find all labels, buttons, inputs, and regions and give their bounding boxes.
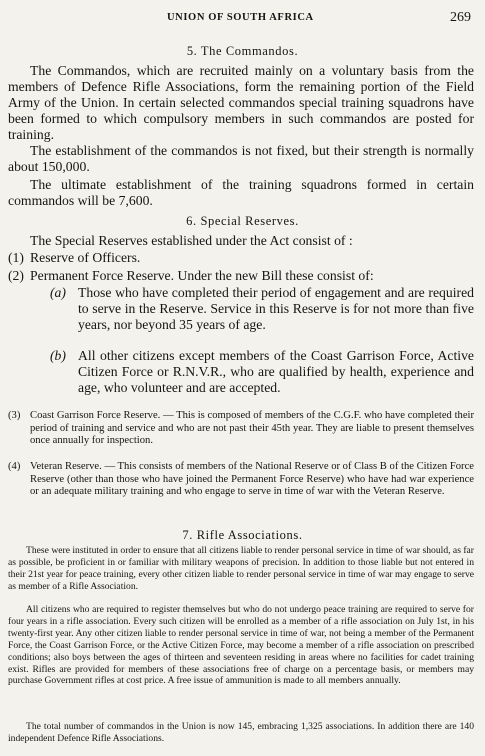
list-item-number: (a): [50, 285, 66, 300]
list-item-text: Coast Garrison Force Reserve. — This is composed of members of the C.G.F. who have completed their period of training and service and who are not past their 45th year. They are liable to present themselves once annually for inspection.: [30, 410, 474, 446]
list-item-3: [8, 410, 474, 448]
section-7-paragraph-3: The total number of commandos in the Union is now 145, embracing 1,325 associations. In addition there are 140 independent Defence Rifle Associations.: [8, 721, 474, 744]
running-head: UNION OF SOUTH AFRICA: [167, 12, 314, 23]
list-item-2: [8, 268, 474, 284]
page-header: [0, 11, 485, 29]
page-number: 269: [450, 10, 471, 25]
list-item-1: [8, 250, 474, 266]
section-5-heading: 5. The Commandos.: [186, 44, 299, 58]
list-item-number: (3): [8, 410, 21, 421]
list-item-text: Veteran Reserve. — This consists of members of the National Reserve or of Class B of the Citizen Force Reserve (other than those who have joined the Permanent Force Reserve) who have had war experience or an adequate military training and who engage to serve in time of war with the Veteran Reserve.: [30, 461, 474, 497]
list-item-text: Those who have completed their period of engagement and are required to serve in the Reserve. Service in this Reserve is for not more than five years, nor beyond 35 years of age.: [78, 285, 474, 332]
list-item-number: (1): [8, 250, 24, 265]
list-item-text: Reserve of Officers.: [30, 250, 141, 265]
list-item-text: All other citizens except members of the Coast Garrison Force, Active Citizen Force or R.N.V.R., who are qualified by health, experience and age, who volunteer and are accepted.: [78, 348, 474, 395]
list-item-number: (b): [50, 348, 66, 363]
list-item-4: [8, 461, 474, 499]
section-7-paragraph-2: All citizens who are required to register themselves but who do not undergo peace training are required to serve for four years in a rifle association. Every such citizen will be enrolled as a member of a rifle association on July 1st, in his twenty-first year. Any other citizen liable to render personal service in time of war, not being a member of the Permanent Force, the Coast Garrison Force, or the Active Citizen Force, may become a member of a rifle association on prescribed conditions; also boys between the ages of thirteen and seventeen residing in areas where no facilities for cadet training exist. Rifles are provided for members of these associations free of charge on a percentage basis, or members may purchase Government rifles at cost price. A free issue of ammunition is made to all members annually.: [8, 604, 474, 687]
list-item-2b: [40, 348, 474, 396]
section-6-heading: 6. Special Reserves.: [186, 214, 299, 228]
section-6-intro: The Special Reserves established under the Act consist of :: [30, 233, 353, 248]
section-5-paragraph-2: The establishment of the commandos is not fixed, but their strength is normally about 150,000.: [8, 143, 474, 174]
section-5-paragraph-3: The ultimate establishment of the training squadrons formed in certain commandos will be 7,600.: [8, 177, 474, 208]
list-item-text: Permanent Force Reserve. Under the new Bill these consist of:: [30, 268, 374, 283]
section-7-heading: 7. Rifle Associations.: [182, 528, 303, 542]
list-item-2a: [40, 285, 474, 333]
list-item-number: (2): [8, 268, 24, 283]
section-5-paragraph-1: The Commandos, which are recruited mainly on a voluntary basis from the members of Defence Rifle Associations, form the remaining portion of the Field Army of the Union. In certain selected commandos special training squadrons have been formed to which compulsory members in such commandos are posted for training.: [8, 63, 474, 142]
list-item-number: (4): [8, 461, 21, 472]
section-7-paragraph-1: These were instituted in order to ensure that all citizens liable to render personal service in time of war should, as far as possible, be proficient in or familiar with military weapons of precision. In addition to those liable but not entered in their 21st year for peace training, every other citizen liable to render personal service in time of war may engage to serve as member of a Rifle Association.: [8, 545, 474, 592]
